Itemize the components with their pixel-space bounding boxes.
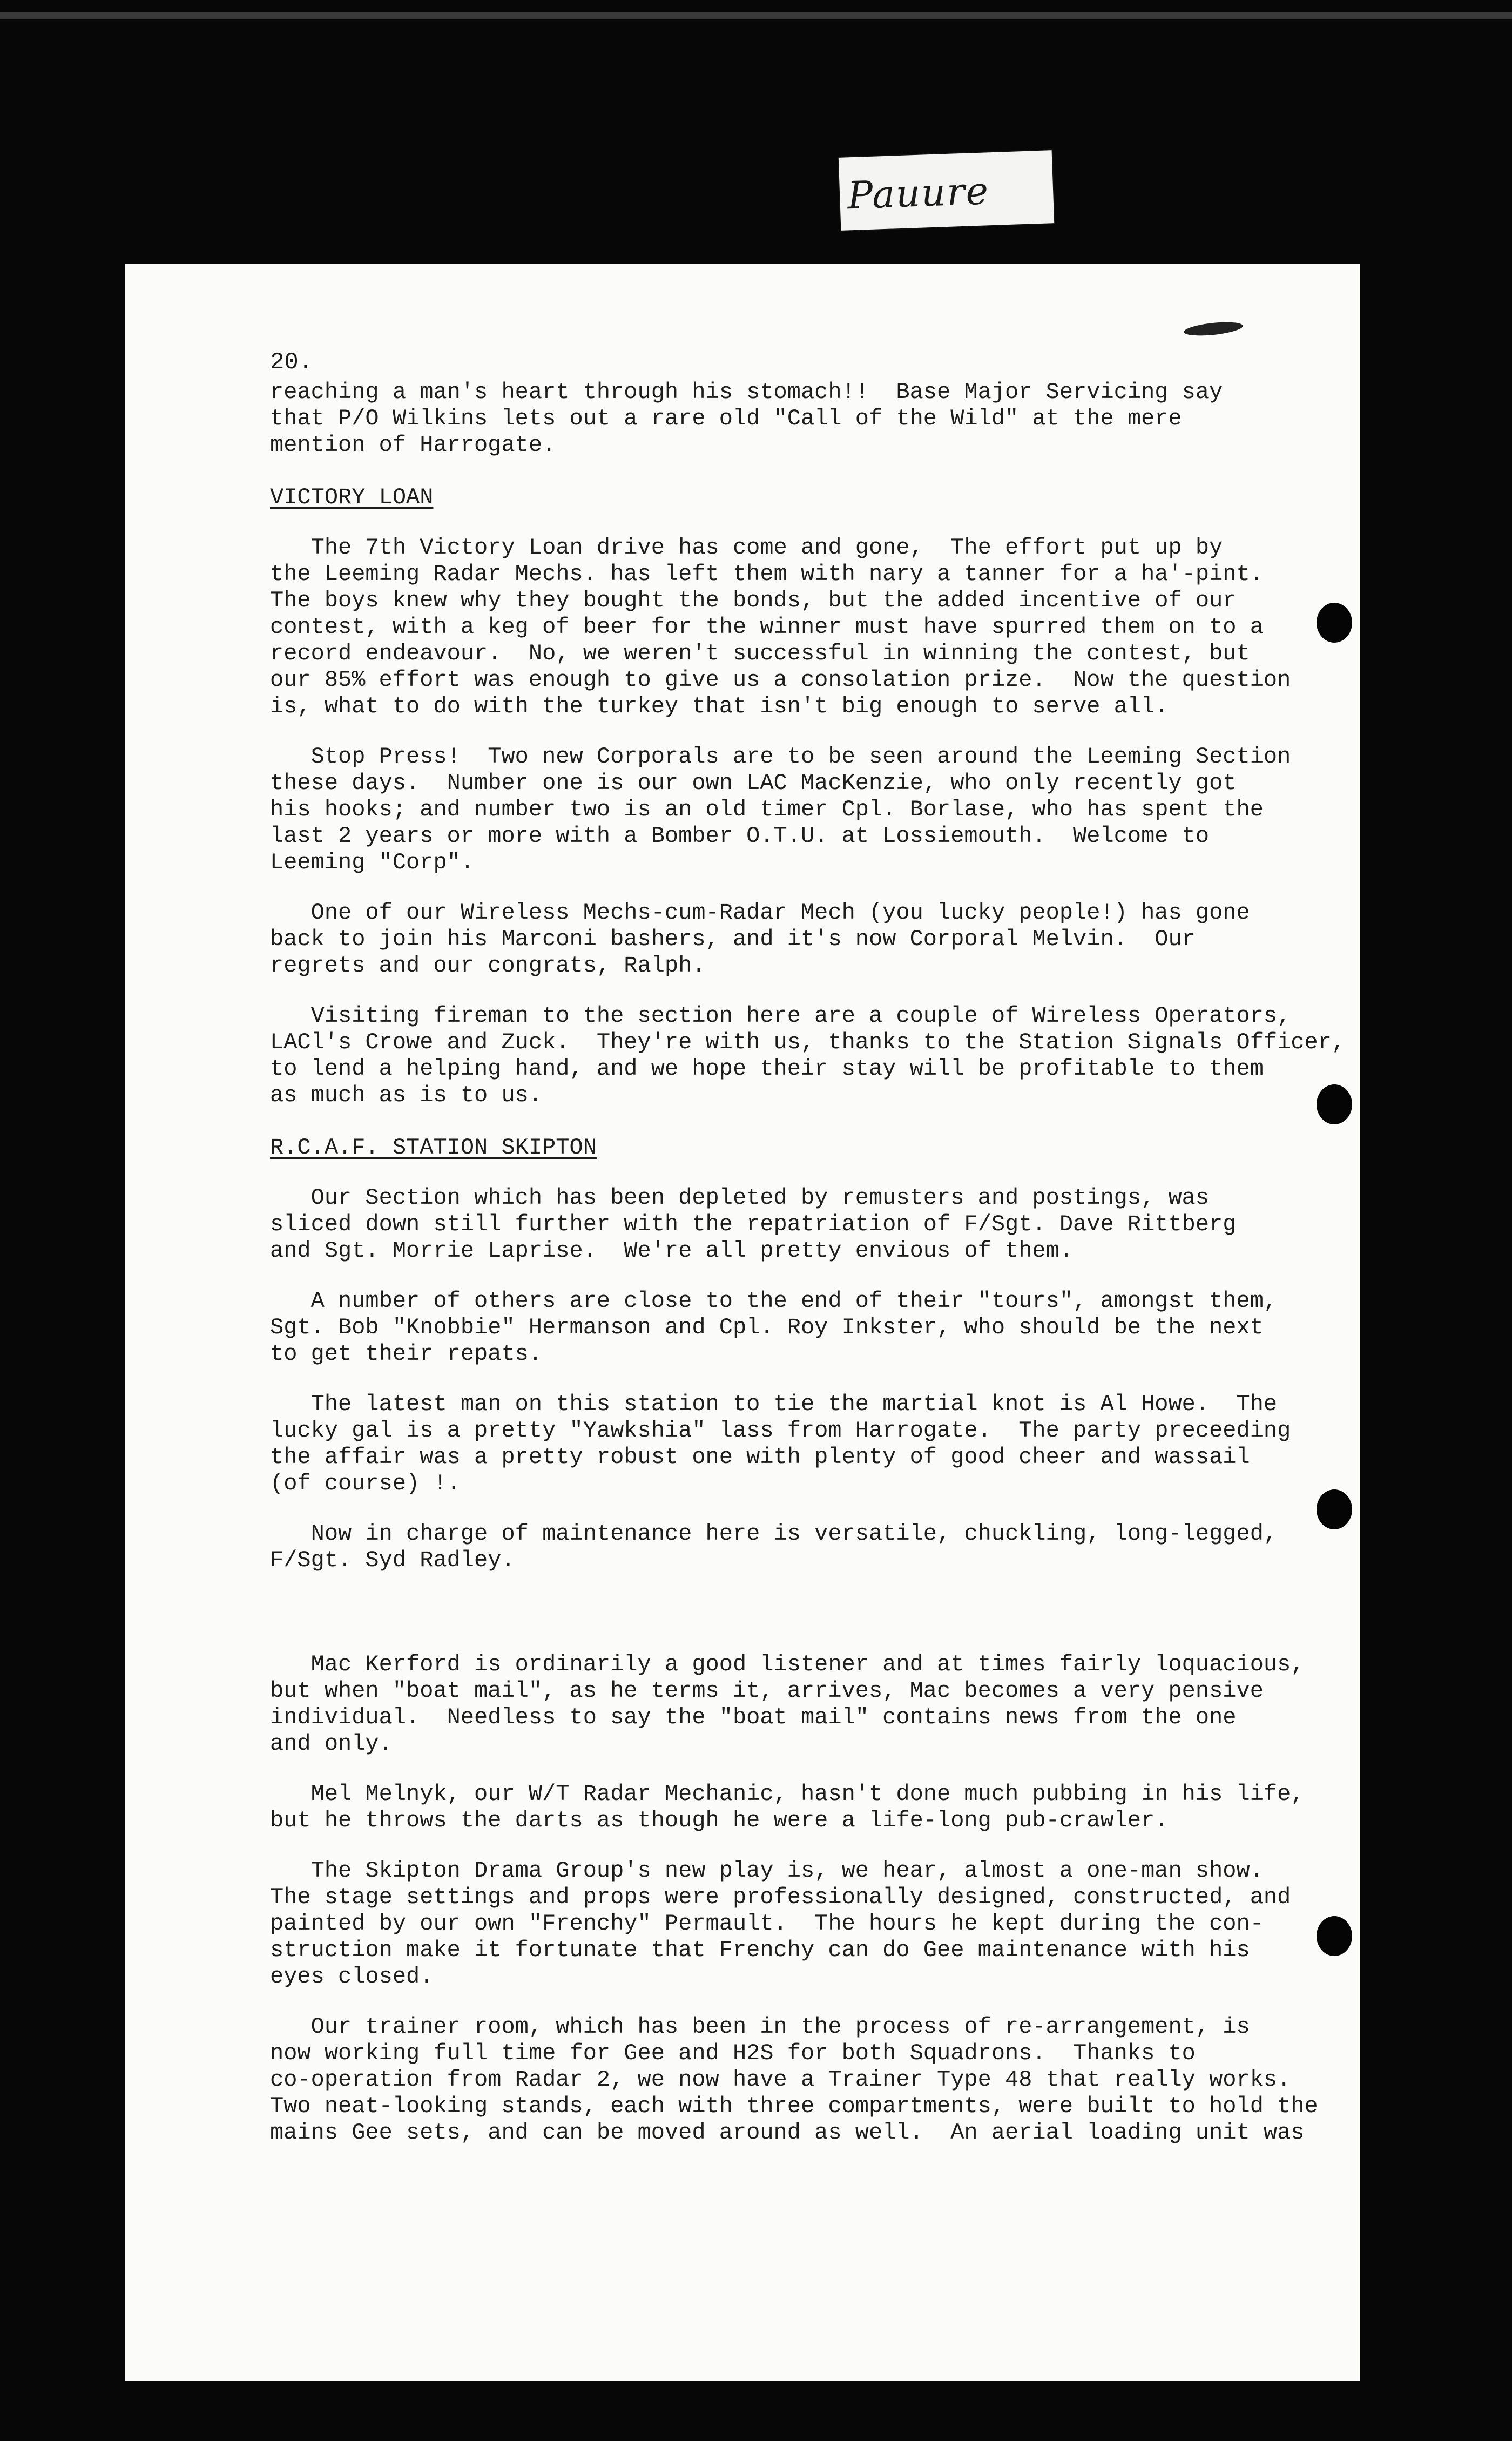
text-line: mention of Harrogate. <box>270 432 556 458</box>
text-line: Stop Press! Two new Corporals are to be seen around the Leeming Section <box>270 744 1291 770</box>
text-line: eyes closed. <box>270 1964 434 1990</box>
punch-hole-3 <box>1317 1489 1352 1529</box>
paragraph-gap <box>270 1757 1312 1781</box>
text-line: Sgt. Bob "Knobbie" Hermanson and Cpl. Roy Inkster, who should be the next <box>270 1314 1264 1340</box>
text-line: (of course) !. <box>270 1471 461 1496</box>
text-line: but he throws the darts as though he were a life-long pub-crawler. <box>270 1808 1169 1833</box>
text-line: but when "boat mail", as he terms it, arrives, Mac becomes a very pensive <box>270 1678 1264 1704</box>
text-line: to get their repats. <box>270 1341 543 1367</box>
text-line: The latest man on this station to tie the martial knot is Al Howe. The <box>270 1391 1278 1417</box>
text-line: as much as is to us. <box>270 1082 543 1108</box>
paragraph <box>270 1003 1346 1109</box>
text-line: to lend a helping hand, and we hope their stay will be profitable to them <box>270 1056 1264 1082</box>
text-line: Mac Kerford is ordinarily a good listener and at times fairly loquacious, <box>270 1651 1305 1677</box>
text-line: last 2 years or more with a Bomber O.T.U. at Lossiemouth. Welcome to <box>270 823 1210 849</box>
paragraph-gap <box>270 1367 1312 1391</box>
paragraph <box>270 1521 1312 1574</box>
tag-text: Pauure <box>846 168 990 218</box>
paragraph <box>270 1185 1312 1264</box>
text-line: and only. <box>270 1731 393 1757</box>
text-line: lucky gal is a pretty "Yawkshia" lass from Harrogate. The party preceeding <box>270 1418 1291 1444</box>
text-line: our 85% effort was enough to give us a consolation prize. Now the question <box>270 667 1291 693</box>
text-line: Leeming "Corp". <box>270 849 475 875</box>
paragraph <box>270 1651 1312 1757</box>
document-text <box>270 379 1346 2146</box>
section-heading: R.C.A.F. STATION SKIPTON <box>270 1135 597 1161</box>
text-line: The boys knew why they bought the bonds, but the added incentive of our <box>270 588 1237 613</box>
paragraph <box>270 1858 1312 1990</box>
text-line: The 7th Victory Loan drive has come and gone, The effort put up by <box>270 535 1223 561</box>
text-line: The stage settings and props were professionally designed, constructed, and <box>270 1884 1291 1910</box>
paragraph-gap <box>270 1109 1312 1135</box>
text-line: Our trainer room, which has been in the process of re-arrangement, is <box>270 2014 1250 2040</box>
text-line: his hooks; and number two is an old timer Cpl. Borlase, who has spent the <box>270 797 1264 822</box>
punch-hole-4 <box>1317 1916 1352 1956</box>
paragraph-gap <box>270 720 1312 744</box>
text-line: Our Section which has been depleted by remusters and postings, was <box>270 1185 1210 1211</box>
text-line: A number of others are close to the end of their "tours", amongst them, <box>270 1288 1278 1314</box>
document-page <box>125 264 1360 2381</box>
text-line: record endeavour. No, we weren't successful in winning the contest, but <box>270 640 1250 666</box>
paragraph <box>270 744 1312 876</box>
text-line: these days. Number one is our own LAC MacKenzie, who only recently got <box>270 770 1237 796</box>
text-line: and Sgt. Morrie Laprise. We're all pretty envious of them. <box>270 1238 1074 1264</box>
text-line: Two neat-looking stands, each with three compartments, were built to hold the <box>270 2093 1318 2119</box>
text-line: reaching a man's heart through his stomach!! Base Major Servicing say <box>270 379 1223 405</box>
handwritten-tag <box>839 150 1054 231</box>
text-line: contest, with a keg of beer for the winner must have spurred them on to a <box>270 614 1264 640</box>
paragraph-gap <box>270 1990 1312 2014</box>
text-line: now working full time for Gee and H2S for both Squadrons. Thanks to <box>270 2040 1196 2066</box>
page-number: 20. <box>270 349 313 376</box>
paragraph <box>270 2014 1318 2146</box>
text-line: co-operation from Radar 2, we now have a Trainer Type 48 that really works. <box>270 2067 1291 2093</box>
punch-hole-1 <box>1317 603 1352 643</box>
text-line: back to join his Marconi bashers, and it's now Corporal Melvin. Our <box>270 926 1196 952</box>
text-line: Visiting fireman to the section here are a couple of Wireless Operators, <box>270 1003 1291 1029</box>
text-line: The Skipton Drama Group's new play is, we hear, almost a one-man show. <box>270 1858 1264 1884</box>
paragraph-gap <box>270 1497 1312 1521</box>
paragraph <box>270 379 1312 458</box>
paragraph-gap <box>270 979 1312 1003</box>
text-line: individual. Needless to say the "boat mail" contains news from the one <box>270 1704 1237 1730</box>
text-line: mains Gee sets, and can be moved around as well. An aerial loading unit was <box>270 2120 1305 2146</box>
text-line: is, what to do with the turkey that isn't big enough to serve all. <box>270 693 1169 719</box>
paragraph <box>270 535 1312 720</box>
text-line: One of our Wireless Mechs-cum-Radar Mech (you lucky people!) has gone <box>270 900 1250 926</box>
section-heading: VICTORY LOAN <box>270 484 434 510</box>
text-line: sliced down still further with the repatriation of F/Sgt. Dave Rittberg <box>270 1211 1237 1237</box>
text-line: regrets and our congrats, Ralph. <box>270 953 706 979</box>
paragraph-gap <box>270 458 1312 484</box>
text-line: Now in charge of maintenance here is versatile, chuckling, long-legged, <box>270 1521 1278 1547</box>
text-line: Mel Melnyk, our W/T Radar Mechanic, hasn't done much pubbing in his life, <box>270 1781 1305 1807</box>
text-line: that P/O Wilkins lets out a rare old "Call of the Wild" at the mere <box>270 406 1182 431</box>
text-line: the affair was a pretty robust one with plenty of good cheer and wassail <box>270 1444 1250 1470</box>
blank-space <box>270 1574 1312 1628</box>
paragraph-gap <box>270 1834 1312 1858</box>
paragraph-gap <box>270 1628 1312 1651</box>
paragraph-gap <box>270 1161 1312 1185</box>
text-line: F/Sgt. Syd Radley. <box>270 1547 515 1573</box>
text-line: struction make it fortunate that Frenchy can do Gee maintenance with his <box>270 1937 1250 1963</box>
paragraph-gap <box>270 876 1312 900</box>
paragraph <box>270 900 1312 979</box>
text-line: LACl's Crowe and Zuck. They're with us, thanks to the Station Signals Officer, <box>270 1029 1346 1055</box>
paragraph <box>270 1288 1312 1367</box>
text-line: painted by our own "Frenchy" Permault. The hours he kept during the con- <box>270 1911 1264 1937</box>
paragraph-gap <box>270 511 1312 535</box>
punch-hole-2 <box>1317 1084 1352 1124</box>
paragraph <box>270 1391 1312 1497</box>
text-line: the Leeming Radar Mechs. has left them with nary a tanner for a ha'-pint. <box>270 561 1264 587</box>
paragraph-gap <box>270 1264 1312 1288</box>
ink-smudge <box>1183 320 1244 338</box>
film-edge <box>0 12 1512 19</box>
paragraph <box>270 1781 1312 1834</box>
